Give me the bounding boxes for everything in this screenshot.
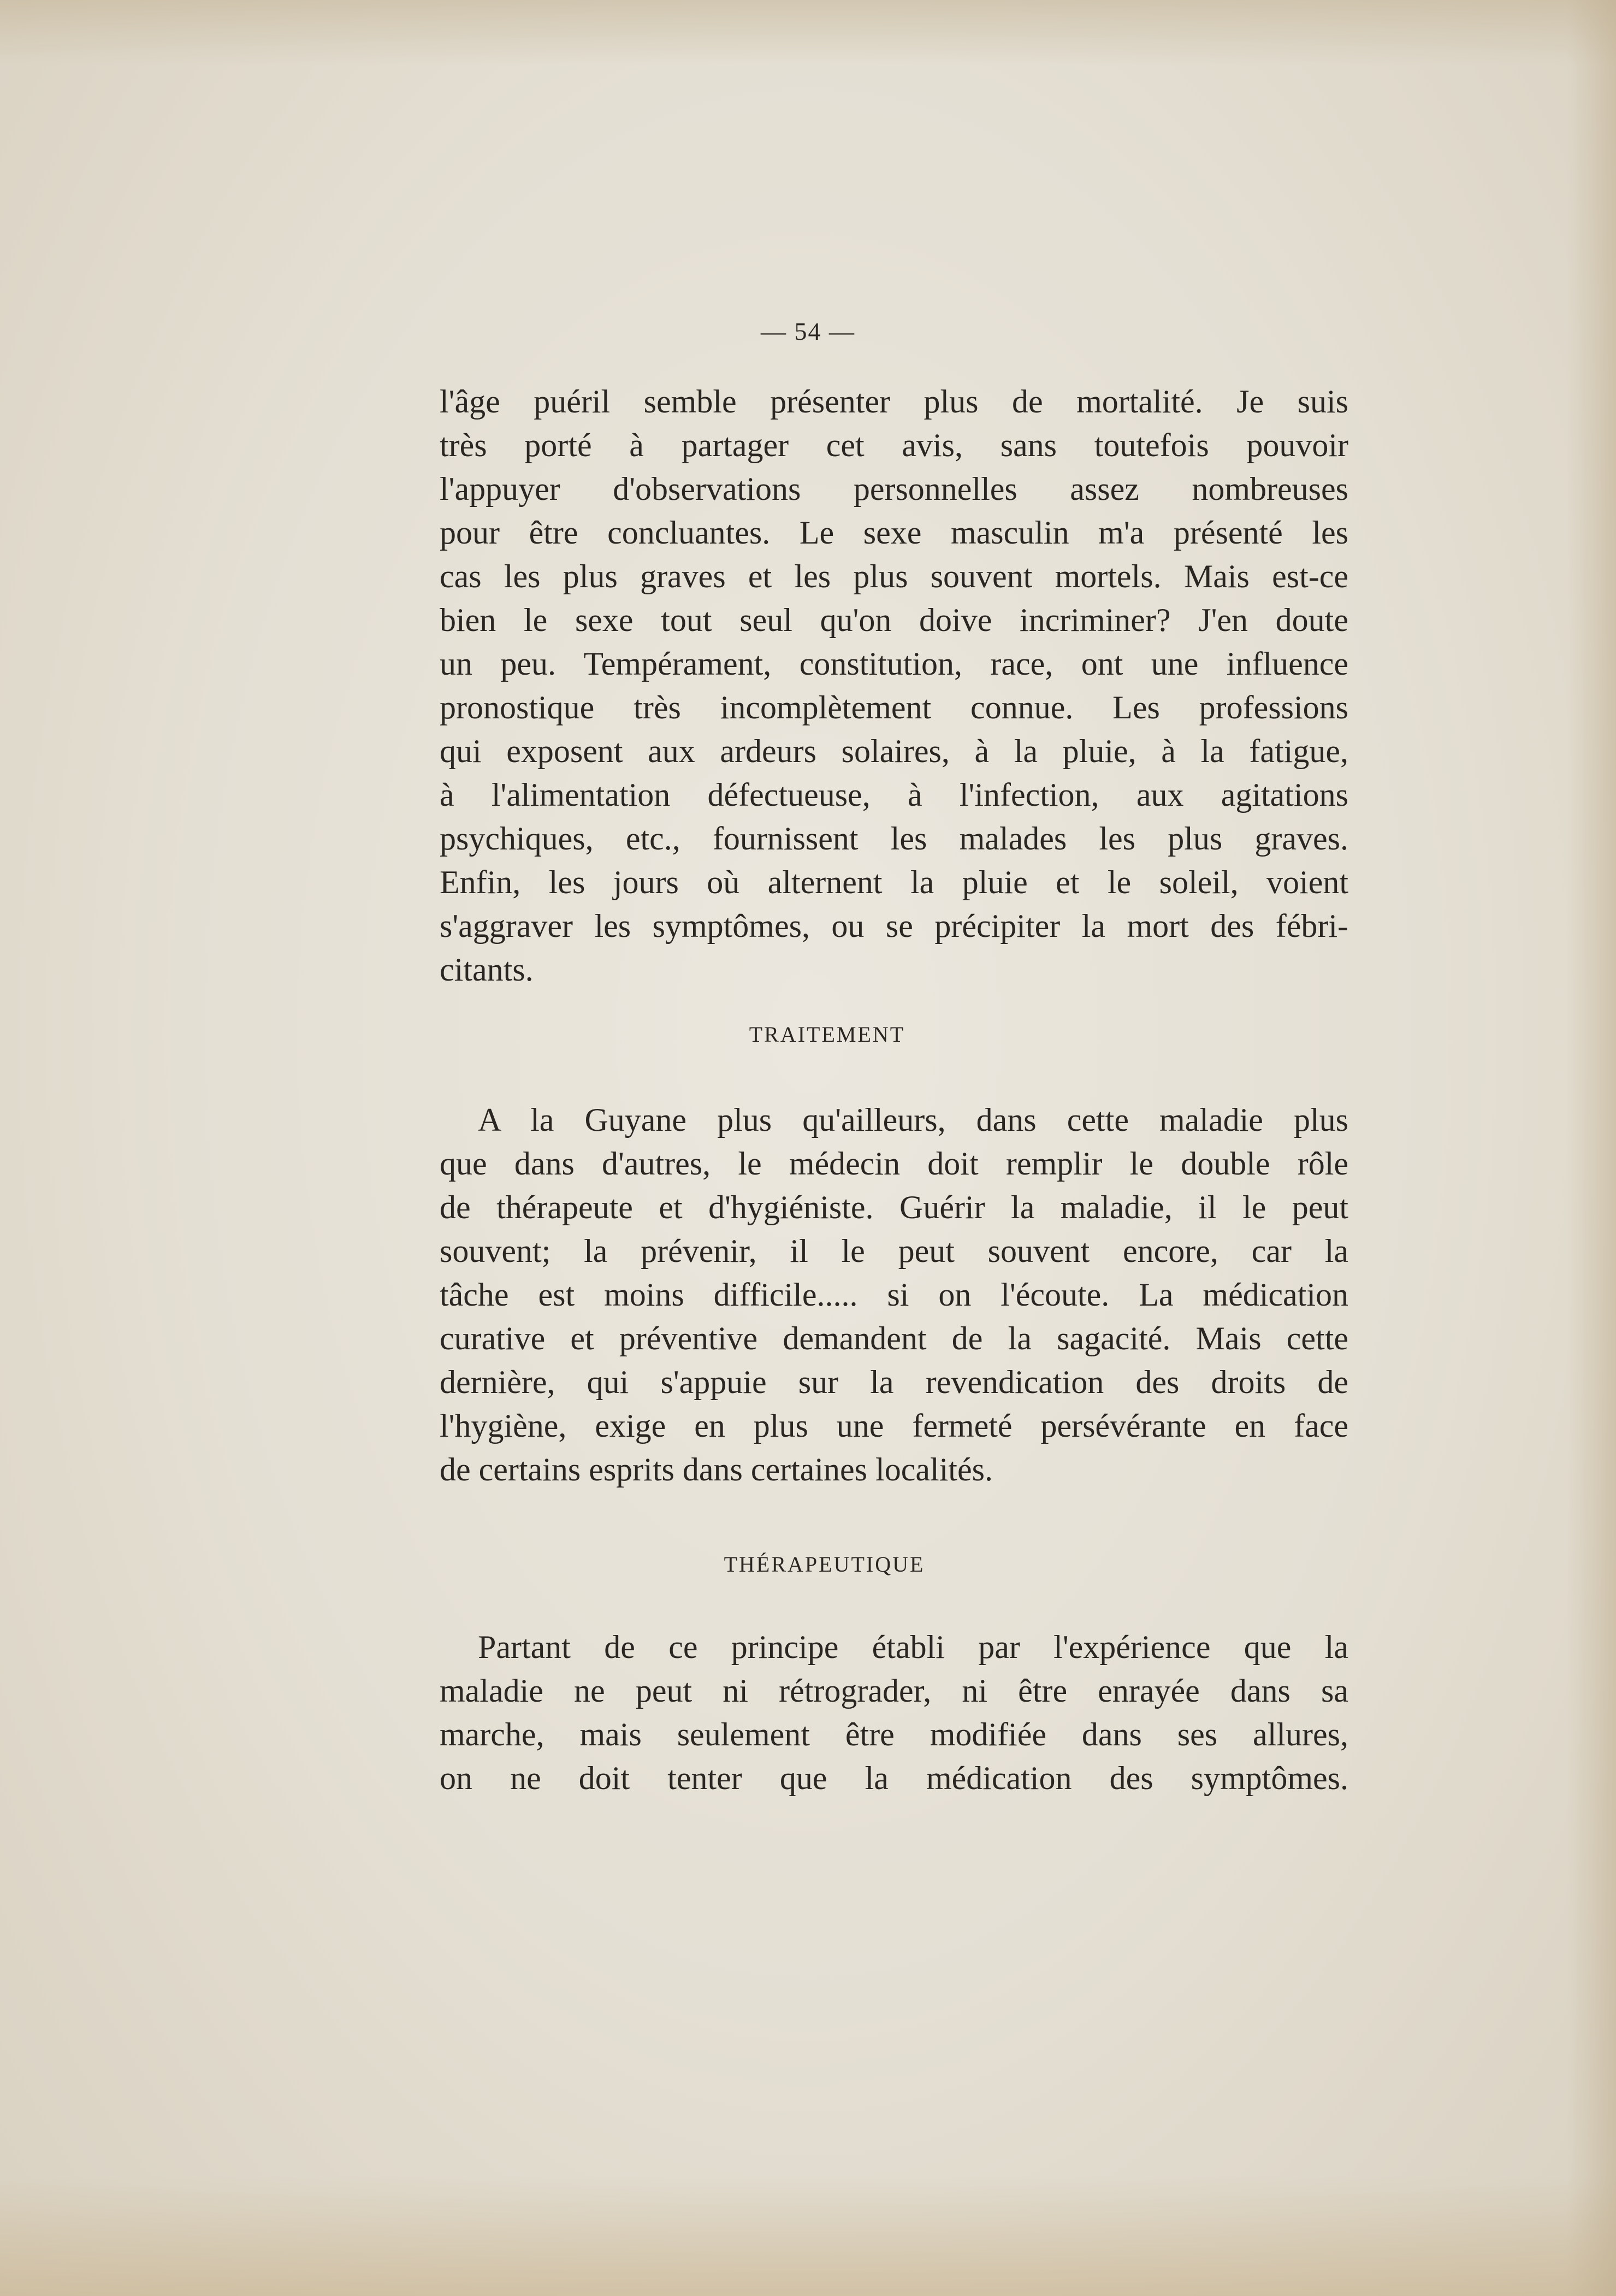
text-line: l'hygiène, exige en plus une fermeté persévérante en face (440, 1408, 1348, 1444)
text-line: qui exposent aux ardeurs solaires, à la pluie, à la fatigue, (440, 733, 1348, 769)
text-line: A la Guyane plus qu'ailleurs, dans cette maladie plus (478, 1102, 1348, 1138)
paper-edge-shading-top (0, 0, 1616, 66)
text-line: maladie ne peut ni rétrograder, ni être enrayée dans sa (440, 1673, 1348, 1709)
text-line: pour être concluantes. Le sexe masculin m'a présenté les (440, 515, 1348, 551)
section-heading-traitement: TRAITEMENT (749, 1022, 905, 1047)
text-line: on ne doit tenter que la médication des symptômes. (440, 1760, 1348, 1796)
text-line: dernière, qui s'appuie sur la revendication des droits de (440, 1364, 1348, 1400)
text-line: de thérapeute et d'hygiéniste. Guérir la maladie, il le peut (440, 1189, 1348, 1225)
paragraph-traitement (440, 1098, 1348, 1491)
section-heading-therapeutique: THÉRAPEUTIQUE (724, 1552, 925, 1577)
text-line: marche, mais seulement être modifiée dans ses allures, (440, 1716, 1348, 1752)
text-line: souvent; la prévenir, il le peut souvent encore, car la (440, 1233, 1348, 1269)
text-line: bien le sexe tout seul qu'on doive incriminer? J'en doute (440, 602, 1348, 638)
text-line: l'âge puéril semble présenter plus de mortalité. Je suis (440, 383, 1348, 420)
text-line: l'appuyer d'observations personnelles assez nombreuses (440, 471, 1348, 507)
text-line: curative et préventive demandent de la sagacité. Mais cette (440, 1320, 1348, 1356)
text-line: pronostique très incomplètement connue. Les professions (440, 689, 1348, 725)
paragraph-prognosis (440, 380, 1348, 991)
paragraph-therapeutique (440, 1625, 1348, 1800)
text-line: cas les plus graves et les plus souvent mortels. Mais est-ce (440, 558, 1348, 594)
paper-edge-shading-bottom (0, 2176, 1616, 2296)
text-line: tâche est moins difficile..... si on l'écoute. La médication (440, 1277, 1348, 1313)
text-line: à l'alimentation défectueuse, à l'infection, aux agitations (440, 777, 1348, 813)
text-line: psychiques, etc., fournissent les malades les plus graves. (440, 821, 1348, 857)
text-line: un peu. Tempérament, constitution, race, ont une influence (440, 646, 1348, 682)
text-line: Enfin, les jours où alternent la pluie et le soleil, voient (440, 864, 1348, 900)
text-line: s'aggraver les symptômes, ou se précipiter la mort des fébri- (440, 908, 1348, 944)
text-line: de certains esprits dans certaines localités. (440, 1451, 993, 1488)
text-line: très porté à partager cet avis, sans toutefois pouvoir (440, 427, 1348, 463)
text-line: citants. (440, 952, 534, 988)
page-number: — 54 — (761, 317, 855, 345)
text-line: que dans d'autres, le médecin doit remplir le double rôle (440, 1146, 1348, 1182)
text-line: Partant de ce principe établi par l'expérience que la (478, 1629, 1348, 1665)
